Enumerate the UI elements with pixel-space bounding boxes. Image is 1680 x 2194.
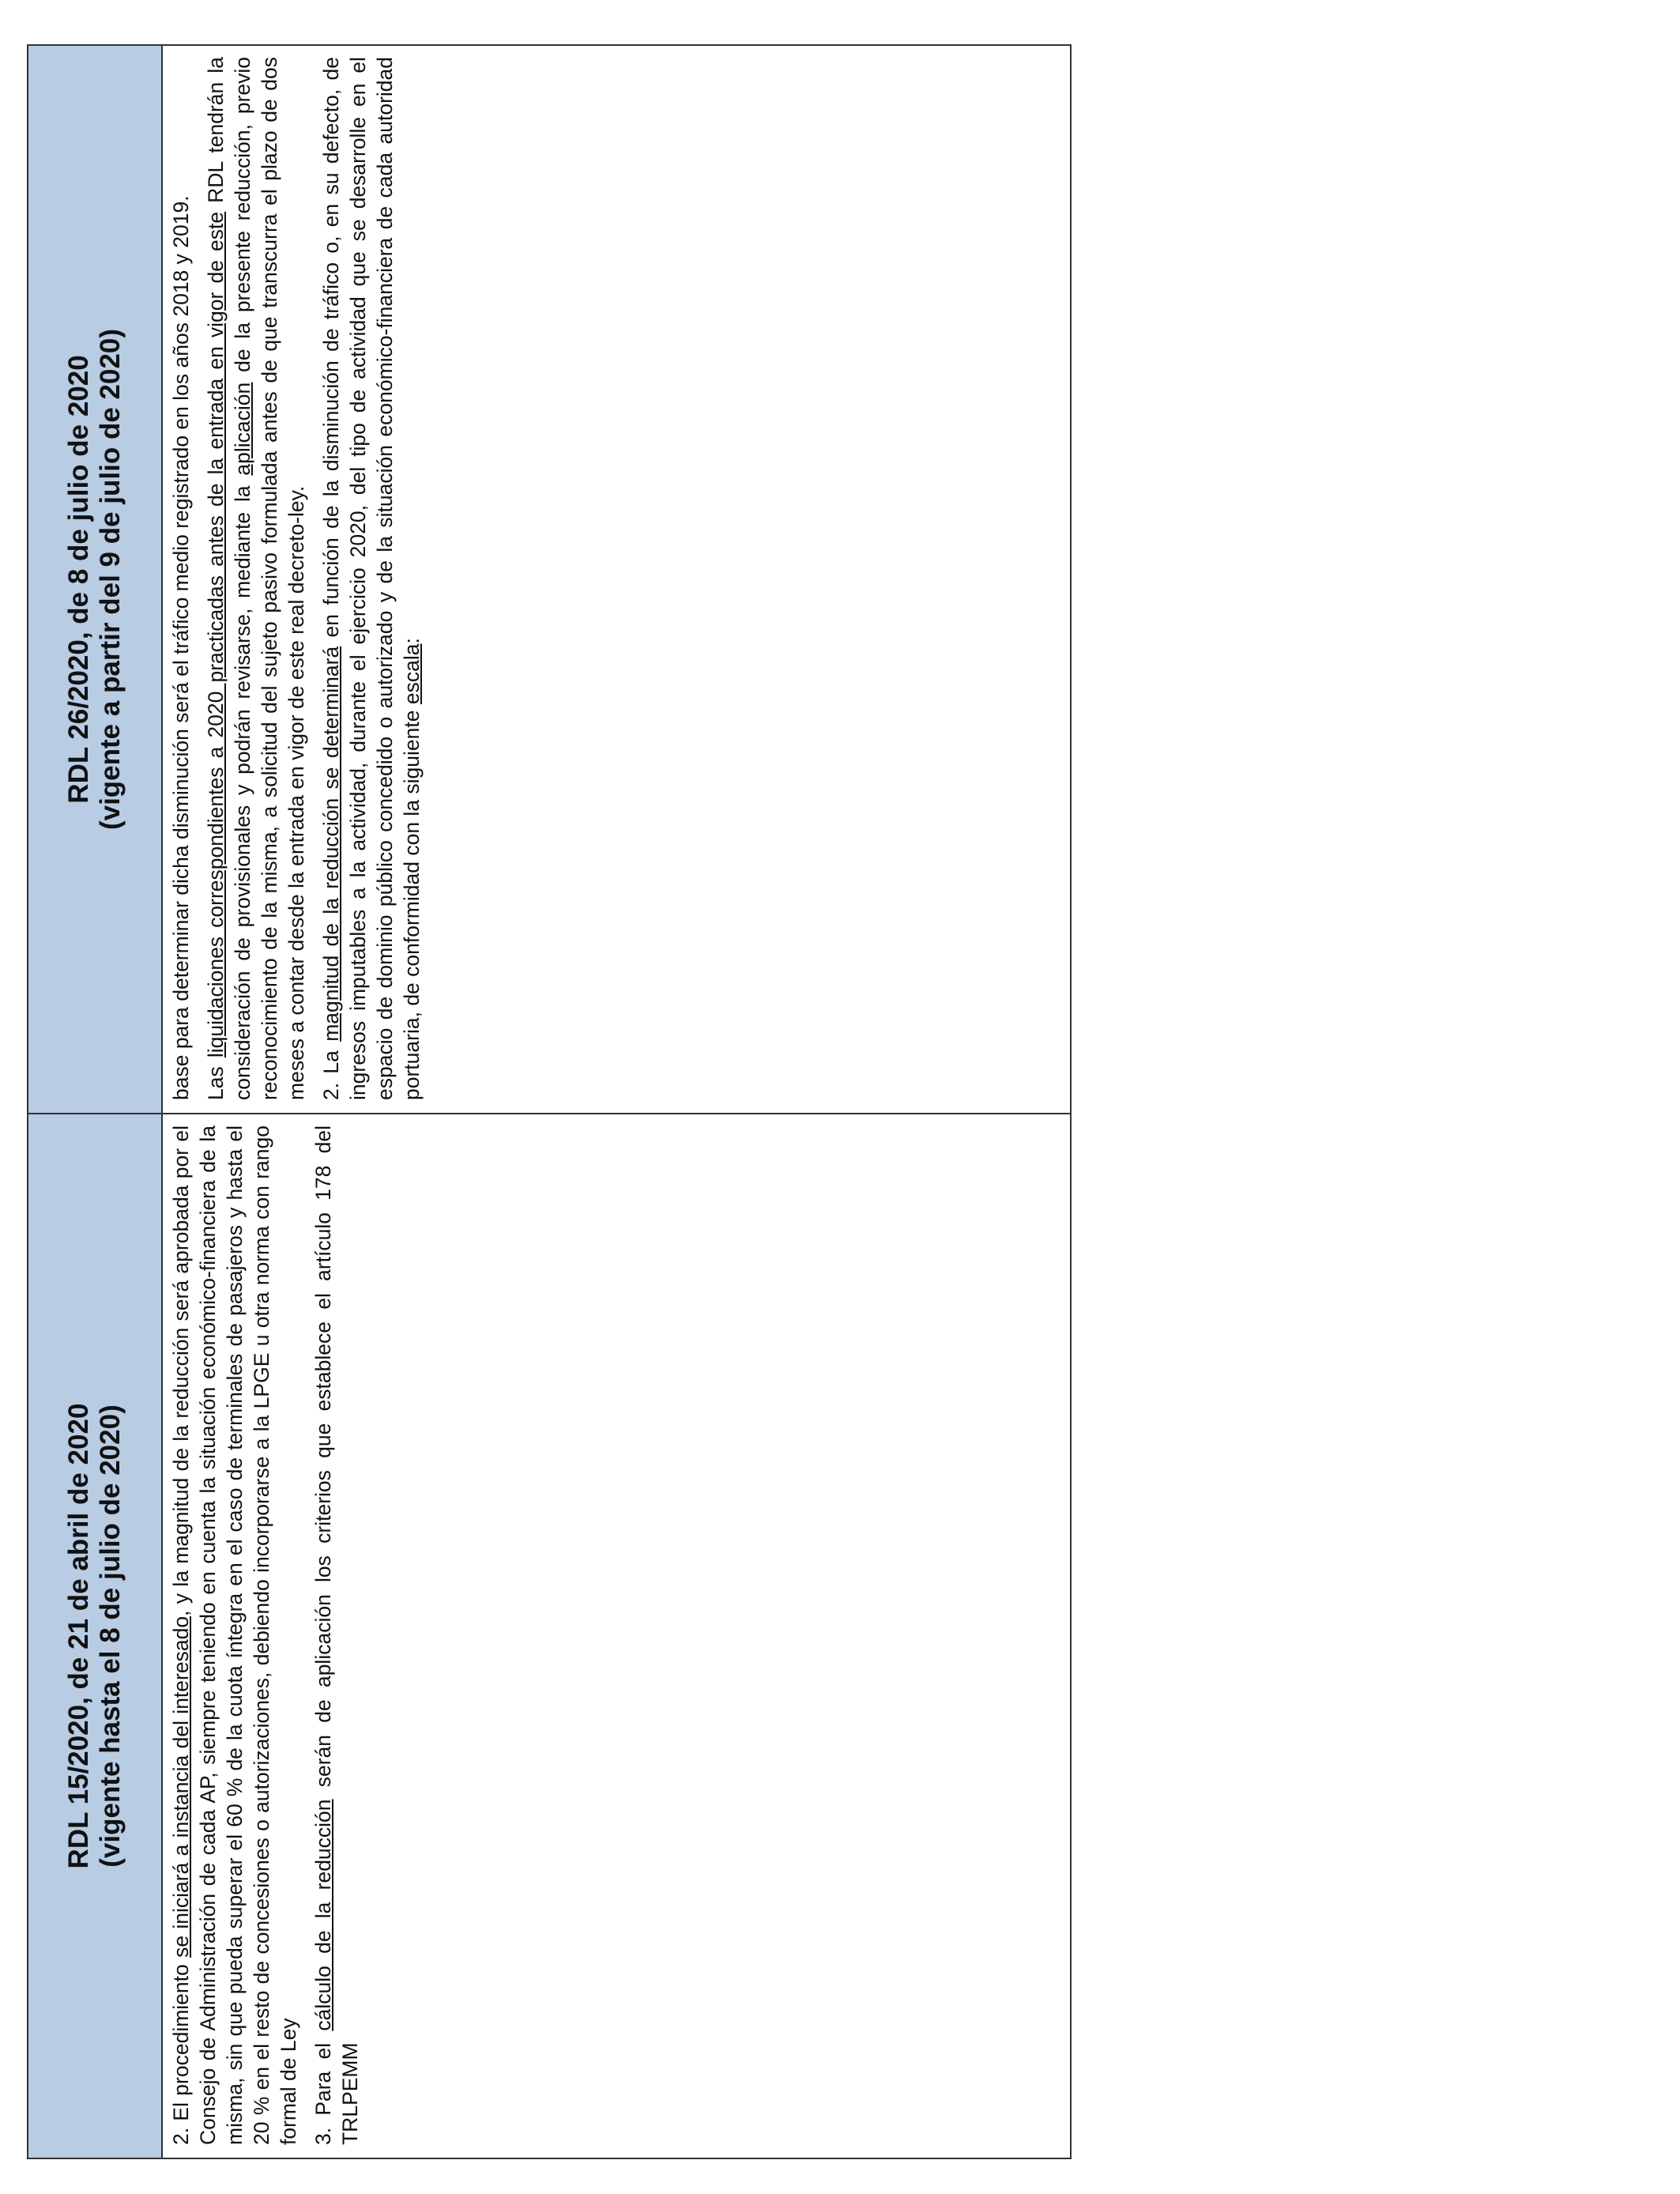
text-run: Las bbox=[204, 1057, 228, 1100]
paragraph-calculation bbox=[310, 1125, 363, 2145]
text-run: : bbox=[400, 638, 424, 644]
column-subtitle: (vigente hasta el 8 de julio de 2020) bbox=[95, 1404, 126, 1868]
left-column-text bbox=[163, 1113, 1070, 2158]
underlined-text: magnitud de la reducción se determinará bbox=[319, 646, 343, 1042]
column-title: RDL 26/2020, de 8 de julio de 2020 bbox=[63, 355, 94, 804]
column-header-rdl-26-2020 bbox=[28, 46, 161, 1113]
underlined-text: se iniciará a instancia del interesado bbox=[169, 1615, 193, 1958]
table-header-row bbox=[28, 46, 163, 2158]
text-run: en función de la disminución de tráfico o, en su defecto, de ingresos imputables a la actividad, durante el ejercicio 2020, del tipo de actividad que se desarrolle en el espacio de dominio público concedido o autorizado y de la situación económico-financiera de cada autoridad portuaria, de conformidad con la siguiente bbox=[319, 57, 424, 1100]
underlined-text: escala bbox=[400, 643, 424, 705]
comparison-table bbox=[27, 44, 1072, 2159]
underlined-text: liquidaciones correspondientes a 2020 practicadas antes de la entrada en vigor de este bbox=[204, 211, 228, 1058]
column-subtitle: (vigente a partir del 9 de julio de 2020) bbox=[95, 328, 126, 831]
text-run: 3. Para el bbox=[311, 2030, 335, 2145]
paragraph-magnitude bbox=[318, 57, 425, 1100]
column-title: RDL 15/2020, de 21 de abril de 2020 bbox=[63, 1403, 94, 1869]
column-header-rdl-15-2020 bbox=[28, 1113, 161, 2158]
underlined-text: aplicación bbox=[231, 382, 254, 476]
text-run: , y la magnitud de la reducción será aprobada por el Consejo de Administración de cada AP, siempre teniendo en cuenta la situación económico-financiera de la misma, sin que pueda superar el 60 % de la cuota íntegra en el caso de terminales de pasajeros y hasta el 20 % en el resto de concesiones o autorizaciones, debiendo incorporarse a la LPGE u otra norma con rango formal de Ley bbox=[169, 1125, 300, 2145]
underlined-text: cálculo de la reducción bbox=[311, 1799, 335, 2031]
paragraph-procedure bbox=[168, 1125, 302, 2145]
text-run: de la presente reducción, previo reconocimiento de la misma, a solicitud del sujeto pasivo formulada antes de que transcurra el plazo de dos meses a contar desde la entrada en vigor de este real decreto-ley. bbox=[231, 56, 308, 1100]
right-column-text bbox=[163, 46, 1070, 1113]
text-run: 2. La bbox=[319, 1041, 343, 1100]
text-run: 2. El procedimiento bbox=[169, 1957, 193, 2145]
text-run: serán de aplicación los criterios que establece el artículo 178 del TRLPEMM bbox=[311, 1125, 362, 2145]
paragraph-liquidaciones bbox=[202, 57, 310, 1100]
table-body-row bbox=[163, 46, 1070, 2158]
paragraph-traffic-base: base para determinar dicha disminución será el tráfico medio registrado en los años 2018 y 2019. bbox=[169, 195, 193, 1100]
text-run: RDL tendrán la consideración de provisionales y podrán revisarse, mediante la bbox=[204, 57, 254, 1100]
